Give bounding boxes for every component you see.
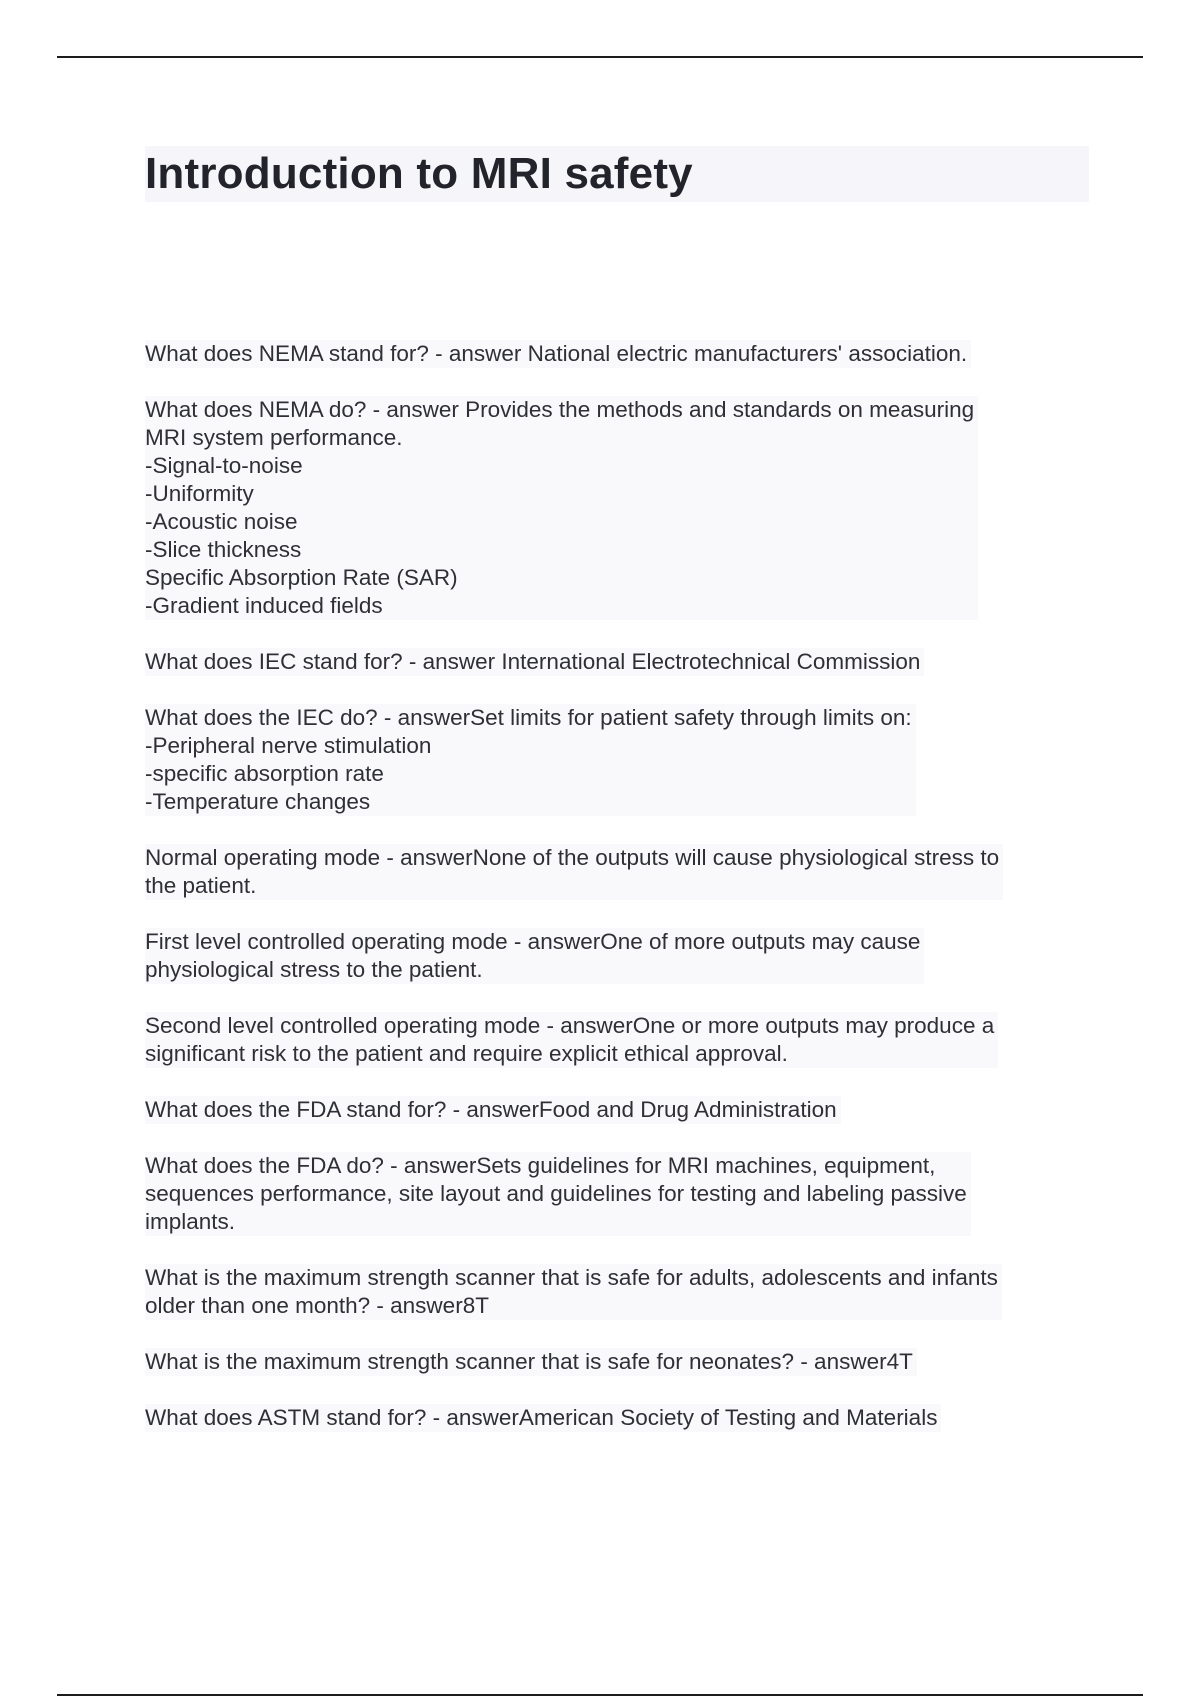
top-rule — [57, 56, 1143, 58]
qa-item — [145, 1012, 998, 1068]
qa-line: -Gradient induced fields — [145, 593, 383, 618]
qa-item — [145, 340, 971, 368]
qa-item — [145, 1152, 971, 1236]
qa-line: What does NEMA stand for? - answer National electric manufacturers' association. — [145, 341, 968, 366]
qa-line: What is the maximum strength scanner that is safe for adults, adolescents and infants — [145, 1265, 998, 1290]
qa-line: -Signal-to-noise — [145, 453, 303, 478]
qa-line: Specific Absorption Rate (SAR) — [145, 565, 458, 590]
qa-item — [145, 1264, 1002, 1320]
qa-line: What does the FDA stand for? - answerFood and Drug Administration — [145, 1097, 837, 1122]
qa-line: sequences performance, site layout and guidelines for testing and labeling passive — [145, 1181, 967, 1206]
qa-line: What does the FDA do? - answerSets guidelines for MRI machines, equipment, — [145, 1153, 936, 1178]
qa-line: -specific absorption rate — [145, 761, 384, 786]
qa-item — [145, 844, 1003, 900]
qa-line: the patient. — [145, 873, 257, 898]
qa-item — [145, 1348, 917, 1376]
bottom-rule — [57, 1694, 1143, 1696]
qa-line: physiological stress to the patient. — [145, 957, 483, 982]
qa-line: older than one month? - answer8T — [145, 1293, 489, 1318]
qa-line: Normal operating mode - answerNone of the outputs will cause physiological stress to — [145, 845, 1000, 870]
qa-line: -Slice thickness — [145, 537, 302, 562]
qa-line: MRI system performance. — [145, 425, 403, 450]
qa-line: implants. — [145, 1209, 236, 1234]
qa-item — [145, 928, 924, 984]
qa-line: -Peripheral nerve stimulation — [145, 733, 432, 758]
qa-line: What does NEMA do? - answer Provides the methods and standards on measuring — [145, 397, 975, 422]
qa-line: What does the IEC do? - answerSet limits for patient safety through limits on: — [145, 705, 912, 730]
qa-item — [145, 704, 916, 816]
qa-item — [145, 396, 978, 620]
qa-item — [145, 1404, 941, 1432]
qa-line: significant risk to the patient and require explicit ethical approval. — [145, 1041, 788, 1066]
qa-line: Second level controlled operating mode - answerOne or more outputs may produce a — [145, 1013, 995, 1038]
qa-line: What is the maximum strength scanner that is safe for neonates? - answer4T — [145, 1349, 913, 1374]
qa-line: First level controlled operating mode - answerOne of more outputs may cause — [145, 929, 921, 954]
qa-item — [145, 648, 924, 676]
page-title: Introduction to MRI safety — [145, 149, 693, 198]
qa-line: -Acoustic noise — [145, 509, 298, 534]
qa-line: -Temperature changes — [145, 789, 371, 814]
qa-item — [145, 1096, 841, 1124]
qa-line: -Uniformity — [145, 481, 254, 506]
qa-list — [145, 340, 1085, 1460]
qa-line: What does ASTM stand for? - answerAmerican Society of Testing and Materials — [145, 1405, 938, 1430]
qa-line: What does IEC stand for? - answer International Electrotechnical Commission — [145, 649, 921, 674]
